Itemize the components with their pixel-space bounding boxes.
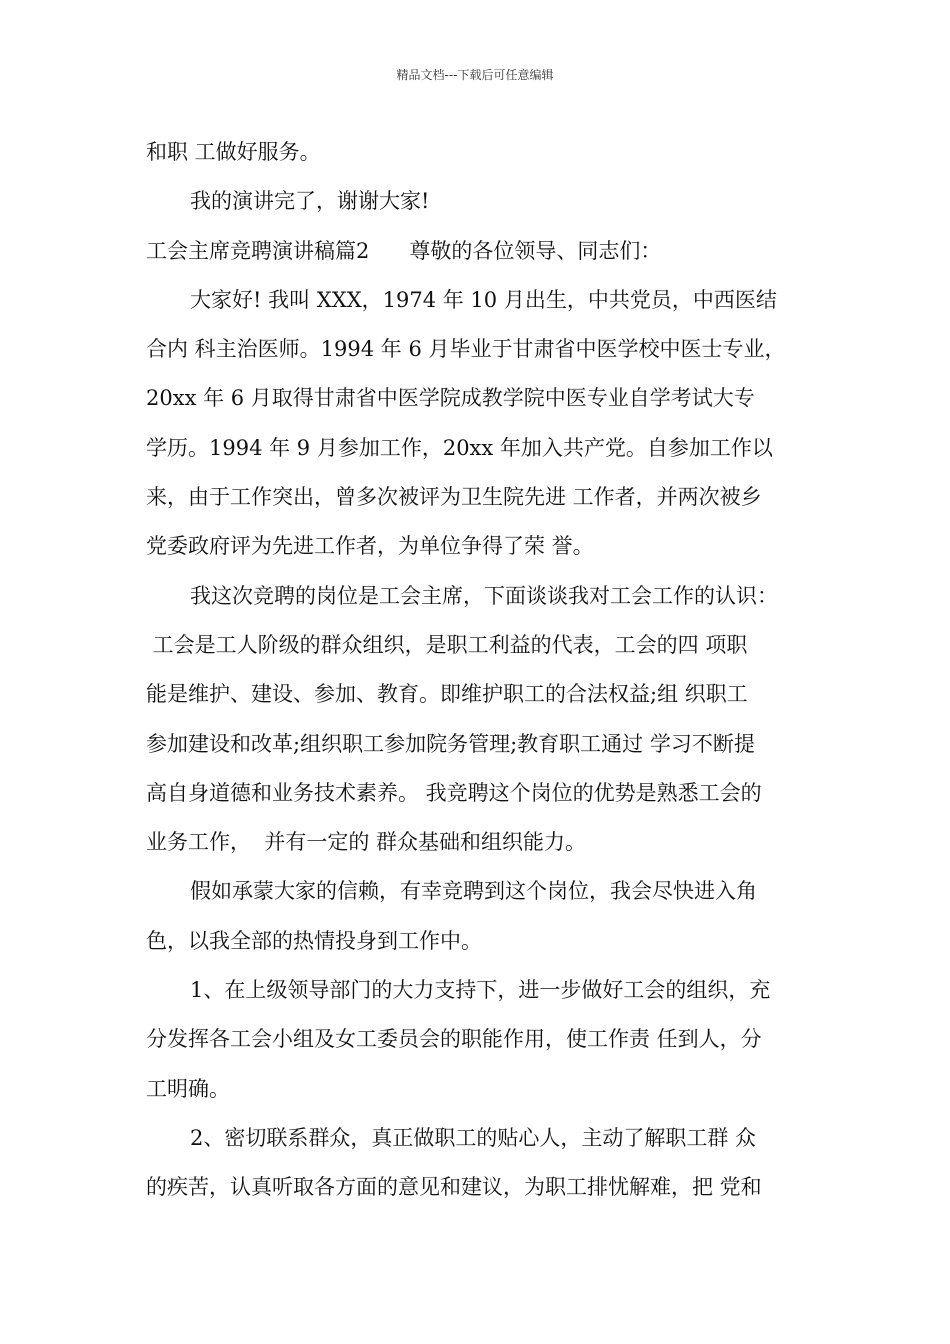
text-line: 大家好! 我叫 XXX，1974 年 10 月出生，中共党员，中西医结: [190, 287, 777, 312]
text-line: 学历。1994 年 9 月参加工作，20xx 年加入共产党。自参加工作以: [146, 435, 773, 460]
text-line: 20xx 年 6 月取得甘肃省中医学院成教学院中医专业自学考试大专: [146, 386, 755, 411]
text-line: 我这次竞聘的岗位是工会主席，下面谈谈我对工会工作的认识：: [190, 583, 778, 608]
text-line: 我的演讲完了，谢谢大家!: [190, 189, 430, 214]
text-line: 工会主席竞聘演讲稿篇2 尊敬的各位领导、同志们：: [146, 238, 662, 263]
text-line: 能是维护、建设、参加、教育。即维护职工的合法权益;组 织职工: [146, 682, 748, 707]
page-header: 精品文档---下载后可任意编辑: [396, 68, 554, 82]
text-line: 和职 工做好服务。: [146, 140, 321, 164]
text-line: 的疾苦，认真听取各方面的意见和建议，为职工排忧解难，把 党和: [146, 1175, 762, 1200]
text-line: 高自身道德和业务技术素养。 我竞聘这个岗位的优势是熟悉工会的: [146, 780, 762, 805]
text-line: 来，由于工作突出，曾多次被评为卫生院先进 工作者，并两次被乡: [146, 485, 762, 510]
text-line: 工会是工人阶级的群众组织，是职工利益的代表，工会的四 项职: [146, 632, 748, 657]
text-line: 假如承蒙大家的信赖，有幸竞聘到这个岗位，我会尽快进入角: [190, 879, 757, 904]
text-line: 分发挥各工会小组及女工委员会的职能作用，使工作责 任到人，分: [146, 1027, 762, 1052]
text-line: 参加建设和改革;组织职工参加院务管理;教育职工通过 学习不断提: [146, 731, 755, 756]
text-line: 业务工作， 并有一定的 群众基础和组织能力。: [146, 830, 587, 855]
text-line: 合内 科主治医师。1994 年 6 月毕业于甘肃省中医学校中医士专业，: [146, 337, 786, 362]
text-line: 2、密切联系群众，真正做职工的贴心人，主动了解职工群 众: [190, 1125, 757, 1150]
text-line: 色，以我全部的热情投身到工作中。: [146, 928, 482, 953]
text-line: 1、在上级领导部门的大力支持下，进一步做好工会的组织，充: [190, 978, 771, 1003]
document-body: [146, 128, 810, 1213]
text-line: 党委政府评为先进工作者，为单位争得了荣 誉。: [146, 534, 594, 559]
text-line: 工明确。: [146, 1076, 230, 1101]
